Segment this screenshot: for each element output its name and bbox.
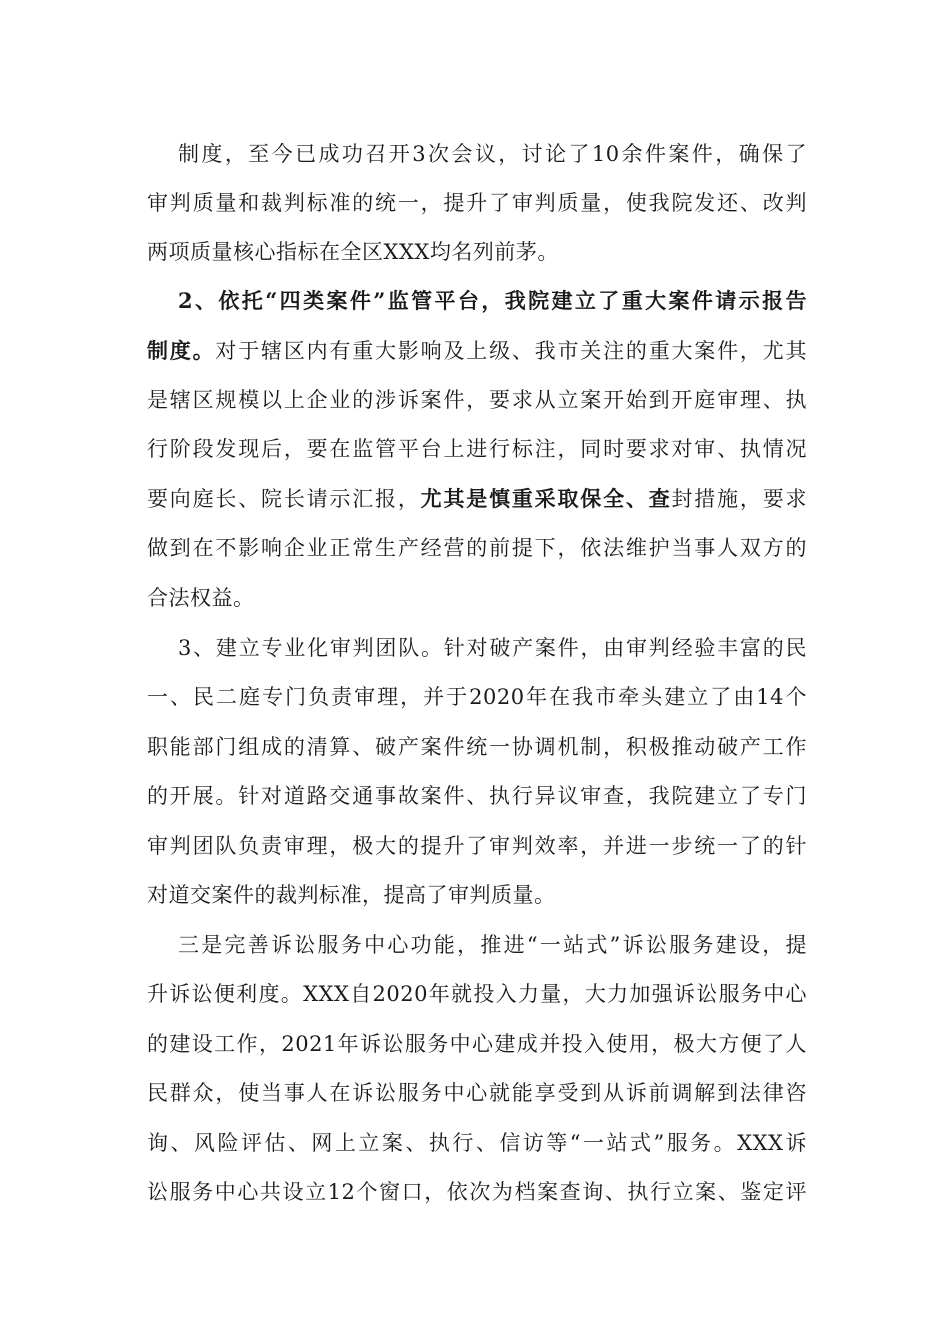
text-segment: 两项质量核心指标在全区XXX均名列前茅。 <box>147 240 559 264</box>
text-line <box>147 1075 807 1111</box>
text-line <box>147 778 807 814</box>
text-segment: 的建设工作，2021年诉讼服务中心建成并投入使用，极大方便了人 <box>147 1032 807 1056</box>
text-segment: 对于辖区内有重大影响及上级、我市关注的重大案件，尤其 <box>215 339 808 363</box>
text-line <box>147 530 807 566</box>
text-line <box>147 382 807 418</box>
text-segment: 制度，至今已成功召开3次会议，讨论了10余件案件，确保了 <box>178 142 807 166</box>
text-segment: 合法权益。 <box>147 586 255 610</box>
text-segment: 审判团队负责审理，极大的提升了审判效率，并进一步统一了的针 <box>147 834 807 858</box>
text-segment: 职能部门组成的清算、破产案件统一协调机制，积极推动破产工作 <box>147 735 807 759</box>
text-segment: 讼服务中心共设立12个窗口，依次为档案查询、执行立案、鉴定评 <box>147 1180 807 1204</box>
text-segment: 询、风险评估、网上立案、执行、信访等“一站式”服务。XXX诉 <box>147 1131 807 1155</box>
text-segment: 一、民二庭专门负责审理，并于2020年在我市牵头建立了由14个 <box>147 685 807 709</box>
text-segment: 三是完善诉讼服务中心功能，推进“一站式”诉讼服务建设，提 <box>178 933 807 957</box>
text-line <box>147 1125 807 1161</box>
text-line <box>147 333 807 369</box>
text-segment: 升诉讼便利度。XXX自2020年就投入力量，大力加强诉讼服务中心 <box>147 982 807 1006</box>
text-line <box>178 927 807 963</box>
text-line <box>147 481 807 517</box>
text-line <box>147 679 807 715</box>
text-segment: 审判质量和裁判标准的统一，提升了审判质量，使我院发还、改判 <box>147 191 807 215</box>
text-line <box>147 1174 807 1210</box>
text-segment: 做到在不影响企业正常生产经营的前提下，依法维护当事人双方的 <box>147 536 807 560</box>
text-line <box>178 136 807 172</box>
bold-heading-segment: 2、依托“四类案件”监管平台，我院建立了重大案件请示报告 <box>178 288 807 313</box>
text-line <box>178 283 807 319</box>
bold-heading-segment: 制度。 <box>147 338 216 363</box>
text-line <box>147 1026 807 1062</box>
text-segment: 对道交案件的裁判标准，提高了审判质量。 <box>147 883 556 907</box>
text-segment: 要向庭长、院长请示汇报， <box>147 487 421 511</box>
text-segment: 民群众，使当事人在诉讼服务中心就能享受到从诉前调解到法律咨 <box>147 1081 807 1105</box>
text-line <box>178 630 807 666</box>
text-segment: 的开展。针对道路交通事故案件、执行异议审查，我院建立了专门 <box>147 784 807 808</box>
text-segment: 3、建立专业化审判团队。针对破产案件，由审判经验丰富的民 <box>178 636 807 660</box>
bold-emphasis-segment: 尤其是慎重采取保全、查 <box>420 486 672 511</box>
text-line <box>147 976 807 1012</box>
text-line <box>147 185 807 221</box>
text-line <box>147 234 807 270</box>
text-segment: 是辖区规模以上企业的涉诉案件，要求从立案开始到开庭审理、执 <box>147 388 807 412</box>
text-line <box>147 828 807 864</box>
text-segment: 封措施，要求 <box>671 487 808 511</box>
text-line <box>147 580 807 616</box>
text-line <box>147 431 807 467</box>
text-line <box>147 729 807 765</box>
text-segment: 行阶段发现后，要在监管平台上进行标注，同时要求对审、执情况 <box>147 437 807 461</box>
text-line <box>147 877 807 913</box>
